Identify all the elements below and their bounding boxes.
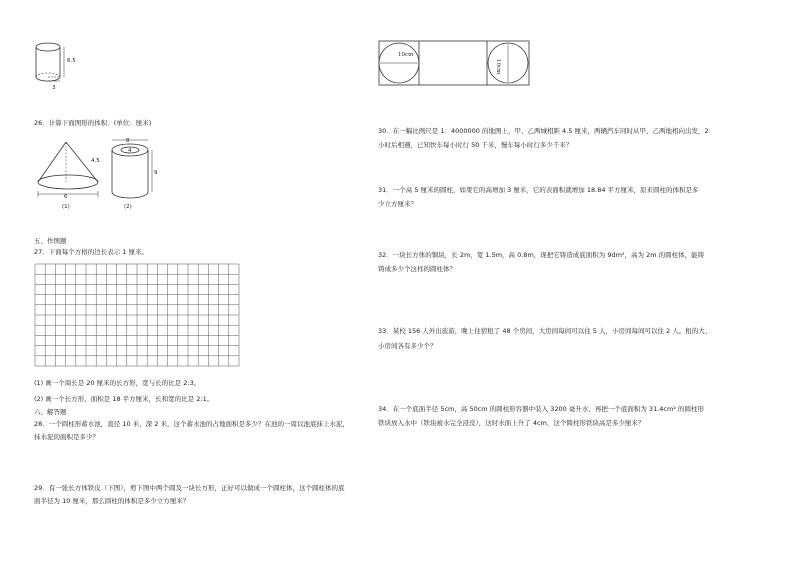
square-grid <box>35 264 239 366</box>
circle-diameter-label-right: 10cm <box>495 59 501 75</box>
circle-diameter-label-left: 10cm <box>398 52 414 58</box>
question-28-line-1: 28．一个圆柱形蓄水池，直径 10 米，深 2 米，这个蓄水池的占地面积是多少？在池的一周以池底抹上水泥， <box>34 420 349 428</box>
hollow-cylinder-top-label: 8 <box>126 138 130 144</box>
question-27-part-1: (1) 画一个周长是 20 厘米的长方形，宽与长的比是 2:3。 <box>34 379 201 387</box>
question-30-line-1: 30．在一幅比例尺是 1：4000000 的地图上，甲、乙两城相距 4.5 厘米，两辆汽车同时从甲、乙两地相向出发，2 <box>378 127 709 135</box>
question-29-line-1: 29．有一张长方体铁皮（下图），剪下图中两个圆及一块长方形，正好可以做成一个圆柱体，这个圆柱体的底 <box>34 484 345 492</box>
question-31-line-1: 31．一个高 5 厘米的圆柱，如果它的高增加 3 厘米，它的表面积就增加 18.84 平方厘米，原来圆柱的体积是多 <box>378 186 699 194</box>
question-26: 26．计算下面图形的体积．(单位：厘米) <box>34 119 152 127</box>
figure-caption-2: (2) <box>124 204 132 210</box>
question-28-line-2: 抹水泥的面积是多少？ <box>34 433 99 441</box>
cone-base-label: 6 <box>64 194 68 200</box>
question-34-line-2: 铁块放入水中（铁块被水完全浸没），这时水面上升了 4cm，这个圆柱形铁块高是多少厘米？ <box>378 419 645 427</box>
section-5-heading: 五、作图题 <box>34 237 67 245</box>
question-32-line-2: 铸成多少个这样的圆柱体？ <box>378 265 456 273</box>
hollow-cylinder-height-label: 9 <box>154 170 158 176</box>
cylinder-radius-label: 3 <box>52 85 56 91</box>
cylinder-height-label: 6.5 <box>67 58 76 64</box>
cone-height-label: 4.5 <box>91 158 100 164</box>
question-31-line-2: 少立方厘米？ <box>378 200 417 208</box>
sheet-two-circles-figure <box>378 40 530 86</box>
question-27-part-2: (2) 画一个长方形，面积是 18 平方厘米，长和宽的比是 2:1。 <box>34 395 214 403</box>
section-6-heading: 六、解答题 <box>34 408 67 416</box>
question-27: 27．下面每个方格的边长表示 1 厘米。 <box>34 248 149 256</box>
question-30-line-2: 小时后相遇，已知快车每小时行 50 千米，慢车每小时行多少千米？ <box>378 141 573 149</box>
question-29-line-2: 面半径为 10 厘米，那么圆柱的体积是多少立方厘米？ <box>34 497 190 505</box>
question-33-line-2: 小房间各有多少个？ <box>378 342 437 350</box>
figure-caption-1: (1) <box>62 204 70 210</box>
cylinder-figure-top <box>28 38 88 94</box>
question-32-line-1: 32．一块长方体的铜块，长 2m，宽 1.5m，高 0.8m，现把它铸造成底面积为 9dm²，高为 2m 的圆柱体，能铸 <box>378 251 705 259</box>
question-33-line-1: 33．某校 156 人外出旅游，晚上住宿租了 48 个房间，大房间每间可以住 5 人，小房间每间可以住 2 人。租的大、 <box>378 327 712 335</box>
hollow-cylinder-inner-label: 4 <box>128 148 132 154</box>
cone-figure <box>34 136 104 204</box>
question-34-line-1: 34．在一个底面半径 5cm，高 50cm 的圆柱形容器中装入 3200 毫升水，再把一个底面积为 31.4cm² 的圆柱形 <box>378 405 704 413</box>
